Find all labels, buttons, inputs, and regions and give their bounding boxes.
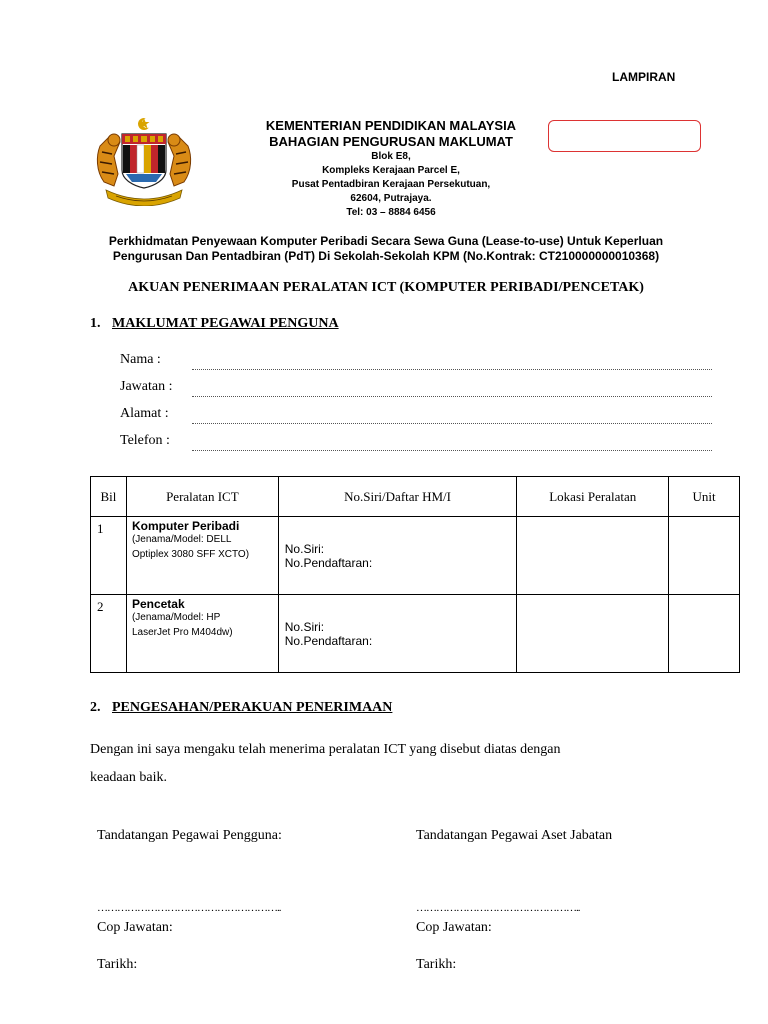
equipment-model: LaserJet Pro M404dw) bbox=[131, 626, 233, 638]
user-signature-title: Tandatangan Pegawai Pengguna: bbox=[97, 828, 282, 843]
address-line: Pusat Pentadbiran Kerajaan Persekutuan, bbox=[291, 179, 491, 191]
declaration-line: Dengan ini saya mengaku telah menerima peralatan ICT yang disebut diatas dengan bbox=[90, 742, 561, 757]
name-field[interactable] bbox=[120, 352, 712, 372]
coat-of-arms-icon bbox=[92, 116, 196, 206]
service-line: Perkhidmatan Penyewaan Komputer Peribadi Secara Sewa Guna (Lease-to-use) Untuk Keperluan bbox=[108, 234, 664, 248]
service-line: Pengurusan Dan Pentadbiran (PdT) Di Sekolah-Sekolah KPM (No.Kontrak: CT210000000010368) bbox=[112, 249, 660, 263]
equipment-model: (Jenama/Model: HP bbox=[131, 612, 221, 623]
field-label: Alamat : bbox=[120, 406, 169, 421]
bil-cell: 2 bbox=[91, 595, 127, 673]
service-description bbox=[86, 234, 686, 264]
form-title: AKUAN PENERIMAAN PERALATAN ICT (KOMPUTER PERIBADI/PENCETAK) bbox=[128, 280, 644, 295]
column-header-equipment: Peralatan ICT bbox=[126, 477, 278, 517]
fill-line bbox=[192, 423, 712, 424]
ministry-header bbox=[236, 118, 546, 219]
serial-cell[interactable] bbox=[278, 517, 517, 595]
location-cell[interactable] bbox=[517, 595, 669, 673]
equipment-name: Pencetak bbox=[131, 597, 185, 611]
table-header-row bbox=[91, 477, 740, 517]
fill-line bbox=[192, 450, 712, 451]
section-1-heading bbox=[90, 316, 339, 332]
address-line: Kompleks Kerajaan Parcel E, bbox=[322, 165, 460, 177]
fill-line bbox=[192, 396, 712, 397]
user-signature-line[interactable]: ……………………………………………….. bbox=[97, 902, 281, 914]
equipment-name: Komputer Peribadi bbox=[131, 519, 240, 533]
bil-cell: 1 bbox=[91, 517, 127, 595]
equipment-model: (Jenama/Model: DELL bbox=[131, 534, 232, 545]
table-row bbox=[91, 595, 740, 673]
lampiran-label: LAMPIRAN bbox=[612, 70, 676, 84]
ministry-name: KEMENTERIAN PENDIDIKAN MALAYSIA bbox=[265, 118, 517, 133]
section-number: 2. bbox=[90, 700, 101, 715]
section-title: PENGESAHAN/PERAKUAN PENERIMAAN bbox=[112, 700, 393, 715]
column-header-unit: Unit bbox=[669, 477, 740, 517]
unit-cell[interactable] bbox=[669, 517, 740, 595]
declaration-text bbox=[90, 736, 690, 792]
field-label: Telefon : bbox=[120, 433, 170, 448]
asset-officer-date-label: Tarikh: bbox=[416, 957, 457, 972]
serial-label: No.Siri: bbox=[284, 619, 325, 634]
position-field[interactable] bbox=[120, 379, 712, 399]
asset-officer-stamp-label: Cop Jawatan: bbox=[416, 920, 492, 935]
section-2-heading bbox=[90, 700, 392, 716]
asset-officer-signature-line[interactable]: ………………………………………….. bbox=[416, 902, 580, 914]
column-header-bil: Bil bbox=[91, 477, 127, 517]
equipment-model: Optiplex 3080 SFF XCTO) bbox=[131, 548, 250, 560]
section-number: 1. bbox=[90, 316, 101, 331]
user-date-label: Tarikh: bbox=[97, 957, 138, 972]
address-field[interactable] bbox=[120, 406, 712, 426]
equipment-cell bbox=[126, 595, 278, 673]
equipment-table bbox=[90, 476, 740, 673]
location-cell[interactable] bbox=[517, 517, 669, 595]
field-label: Nama : bbox=[120, 352, 161, 367]
column-header-serial: No.Siri/Daftar HM/I bbox=[278, 477, 517, 517]
serial-label: No.Siri: bbox=[284, 541, 325, 556]
address-line: 62604, Putrajaya. bbox=[350, 193, 432, 205]
asset-officer-signature-title: Tandatangan Pegawai Aset Jabatan bbox=[416, 828, 613, 843]
serial-cell[interactable] bbox=[278, 595, 517, 673]
fill-line bbox=[192, 369, 712, 370]
column-header-location: Lokasi Peralatan bbox=[517, 477, 669, 517]
field-label: Jawatan : bbox=[120, 379, 173, 394]
equipment-cell bbox=[126, 517, 278, 595]
registration-label: No.Pendaftaran: bbox=[284, 633, 373, 648]
section-title: MAKLUMAT PEGAWAI PENGUNA bbox=[112, 316, 339, 331]
address-line: Blok E8, bbox=[371, 151, 411, 163]
user-stamp-label: Cop Jawatan: bbox=[97, 920, 173, 935]
registration-label: No.Pendaftaran: bbox=[284, 555, 373, 570]
phone-line: Tel: 03 – 8884 6456 bbox=[346, 207, 436, 219]
table-row bbox=[91, 517, 740, 595]
declaration-line: keadaan baik. bbox=[90, 770, 167, 785]
unit-cell[interactable] bbox=[669, 595, 740, 673]
reference-stamp-box bbox=[548, 120, 701, 152]
phone-field[interactable] bbox=[120, 433, 712, 453]
division-name: BAHAGIAN PENGURUSAN MAKLUMAT bbox=[269, 133, 513, 149]
